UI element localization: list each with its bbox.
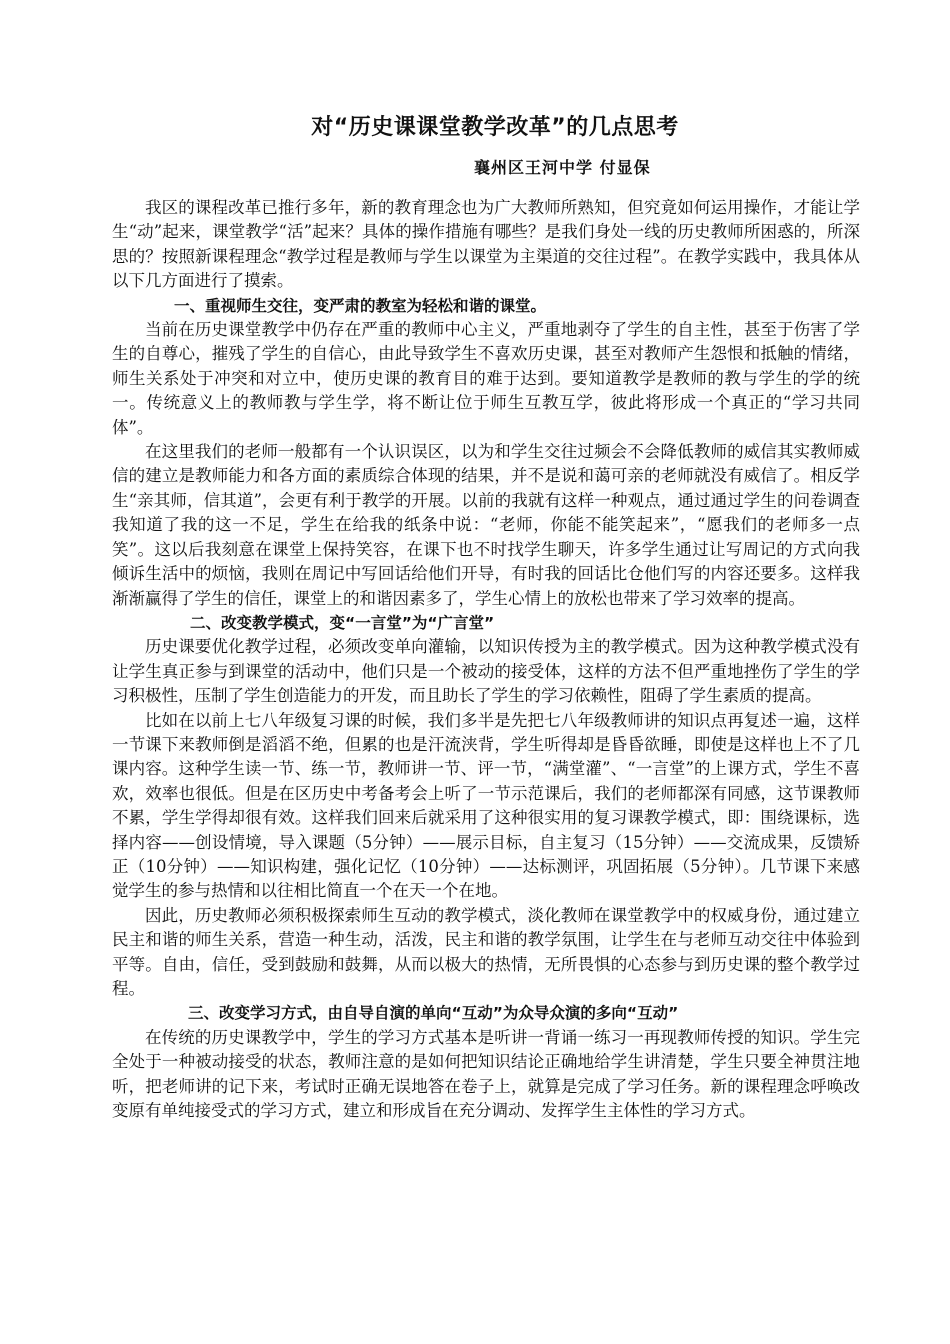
section-heading-2: 二、改变教学模式，变“一言堂”为“广言堂”: [190, 613, 495, 632]
document-title: 对“历史课课堂教学改革”的几点思考: [311, 115, 679, 140]
section-heading-1: 一、重视师生交往，变严肃的教室为轻松和谐的课堂。: [174, 296, 547, 315]
paragraph: 历史课要优化教学过程，必须改变单向灌输，以知识传授为主的教学模式。因为这种教学模式没有让学生真正参与到课堂的活动中，他们只是一个被动的接受体，这样的方法不但严重地挫伤了学生的学习积极性，压制了学生创造能力的开发，而且助长了学生的学习依赖性，阻碍了学生素质的提高。: [112, 637, 860, 706]
paragraph: 比如在以前上七八年级复习课的时候，我们多半是先把七八年级教师讲的知识点再复述一遍，这样一节课下来教师倒是滔滔不绝，但累的也是汗流浃背，学生听得却是昏昏欲睡，即使是这样也上不了几课内容。这种学生读一节、练一节，教师讲一节、评一节，“满堂灌”、“一言堂”的上课方式，学生不喜欢，效率也很低。但是在区历史中考备考会上听了一节示范课后，我们的老师都深有同感，这节课教师不累，学生学得却很有效。这样我们回来后就采用了这种很实用的复习课教学模式，即：围绕课标，选择内容——创设情境，导入课题（5分钟）——展示目标，自主复习（15分钟）——交流成果，反馈矫正（10分钟）——知识构建，强化记忆（10分钟）——达标测评，巩固拓展（5分钟）。几节课下来感觉学生的参与热情和以往相比简直一个在天一个在地。: [112, 710, 860, 901]
document-body: [112, 196, 860, 1123]
document-author: 襄州区王河中学 付显保: [474, 158, 651, 177]
paragraph: 因此，历史教师必须积极探索师生互动的教学模式，淡化教师在课堂教学中的权威身份，通过建立民主和谐的师生关系，营造一种生动，活泼，民主和谐的教学氛围，让学生在与老师互动交往中体验到平等。自由，信任，受到鼓励和鼓舞，从而以极大的热情，无所畏惧的心态参与到历史课的整个教学过程。: [112, 905, 860, 998]
paragraph-intro: 我区的课程改革已推行多年，新的教育理念也为广大教师所熟知，但究竟如何运用操作，才能让学生“动”起来，课堂教学“活”起来？具体的操作措施有哪些？是我们身处一线的历史教师所困惑的，所深思的？按照新课程理念“教学过程是教师与学生以课堂为主渠道的交往过程”。在教学实践中，我具体从以下几方面进行了摸索。: [112, 198, 860, 291]
paragraph: 在这里我们的老师一般都有一个认识误区，以为和学生交往过频会不会降低教师的威信其实教师威信的建立是教师能力和各方面的素质综合体现的结果，并不是说和蔼可亲的老师就没有威信了。相反学生“亲其师，信其道”，会更有利于教学的开展。以前的我就有这样一种观点，通过通过学生的问卷调查我知道了我的这一不足，学生在给我的纸条中说：“老师，你能不能笑起来”，“愿我们的老师多一点笑”。这以后我刻意在课堂上保持笑容，在课下也不时找学生聊天，许多学生通过让写周记的方式向我倾诉生活中的烦恼，我则在周记中写回话给他们开导，有时我的回话比仓他们写的内容还要多。这样我渐渐赢得了学生的信任，课堂上的和谐因素多了，学生心情上的放松也带来了学习效率的提高。: [112, 442, 860, 608]
section-heading-3: 三、改变学习方式，由自导自演的单向“互动”为众导众演的多向“互动”: [188, 1004, 679, 1023]
paragraph: 在传统的历史课教学中，学生的学习方式基本是听讲一背诵一练习一再现教师传授的知识。学生完全处于一种被动接受的状态，教师注意的是如何把知识结论正确地给学生讲清楚，学生只要全神贯注地听，把老师讲的记下来，考试时正确无误地答在卷子上，就算是完成了学习任务。新的课程理念呼唤改变原有单纯接受式的学习方式，建立和形成旨在充分调动、发挥学生主体性的学习方式。: [112, 1027, 860, 1121]
paragraph: 当前在历史课堂教学中仍存在严重的教师中心主义，严重地剥夺了学生的自主性，甚至于伤害了学生的自尊心，摧残了学生的自信心，由此导致学生不喜欢历史课，甚至对教师产生怨恨和抵触的情绪，师生关系处于冲突和对立中，使历史课的教育目的难于达到。要知道教学是教师的教与学生的学的统一。传统意义上的教师教与学生学，将不断让位于师生互教互学，彼此将形成一个真正的“学习共同体”。: [112, 320, 860, 437]
